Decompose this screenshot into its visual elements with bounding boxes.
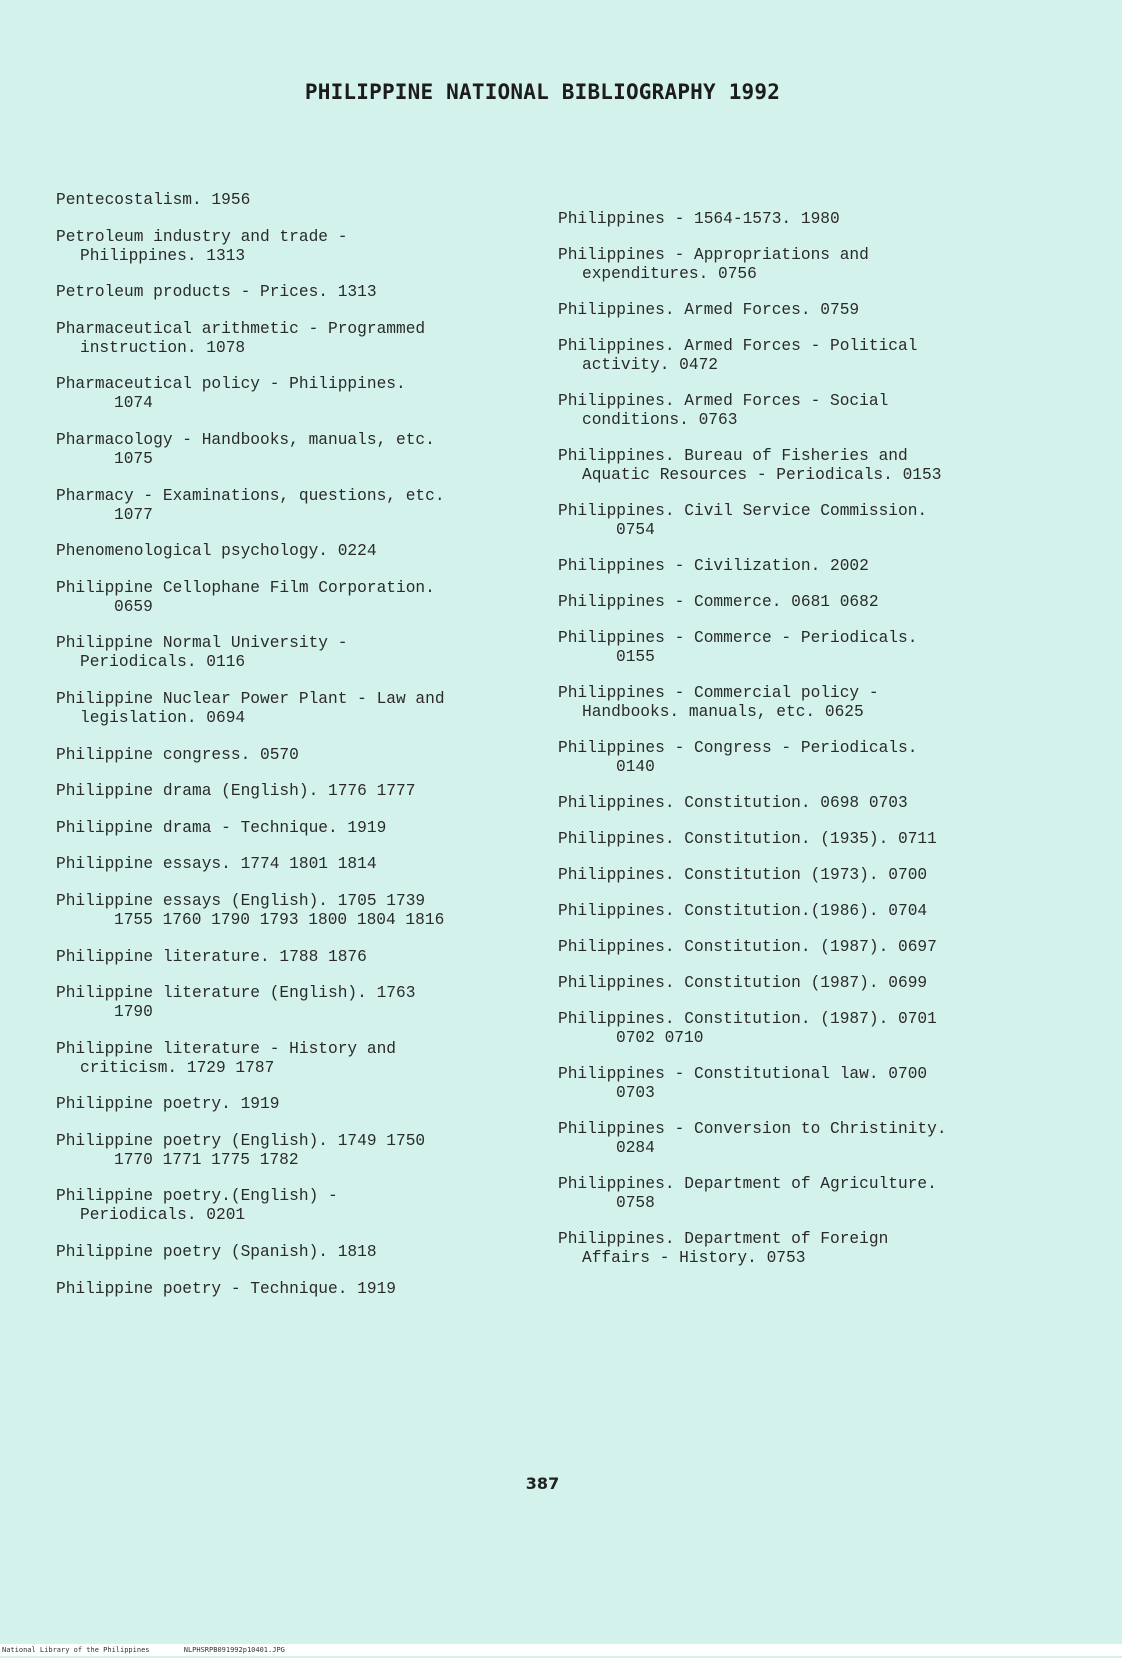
index-entry [558,684,1018,722]
entry-heading: Philippines. Constitution. (1987). 0701 [558,1010,937,1028]
index-entry [56,283,526,302]
entry-numbers: 0703 [616,1084,655,1102]
index-entry [558,739,1018,777]
index-entry [56,1040,526,1078]
index-entry [558,392,1018,430]
entry-numbers: 0659 [114,597,153,616]
index-entry [56,690,526,728]
index-entry [558,1230,1018,1268]
entry-heading: Pharmaceutical arithmetic - Programmed instruction. 1078 [56,319,426,357]
entry-numbers: 0155 [616,648,655,666]
index-entry [56,819,526,838]
entry-heading: Philippine literature (English). 1763 [56,984,416,1003]
entry-numbers: 0140 [616,758,655,776]
entry-heading: Philippines. Constitution (1973). 0700 [558,866,928,884]
entry-numbers: 1077 [114,505,153,524]
entry-heading: Philippines. Armed Forces - Social conditions. 0763 [558,392,889,429]
entry-heading: Philippines. Constitution (1987). 0699 [558,974,928,992]
entry-numbers: 0702 0710 [616,1029,704,1047]
entry-heading: Philippine Nuclear Power Plant - Law and legislation. 0694 [56,689,445,727]
index-entry [56,431,526,469]
entry-heading: Philippine poetry.(English) - Periodicals. 0201 [56,1187,338,1225]
right-column [558,210,1018,1285]
entry-heading: Philippine Cellophane Film Corporation. [56,578,435,597]
entry-heading: Philippines. Bureau of Fisheries and Aquatic Resources - Periodicals. 0153 [558,447,942,484]
footer-library: National Library of the Philippines [2,1646,150,1654]
entry-heading: Philippine poetry. 1919 [56,1095,280,1114]
entry-heading: Philippines - Congress - Periodicals. [558,739,918,757]
entry-heading: Philippines. Armed Forces - Political activity. 0472 [558,337,918,374]
entry-heading: Philippine drama (English). 1776 1777 [56,782,416,801]
index-entry [56,228,526,266]
entry-heading: Philippines - Appropriations and expenditures. 0756 [558,246,869,283]
index-entry [56,191,526,210]
entry-heading: Philippine congress. 0570 [56,745,299,764]
index-entry [558,1175,1018,1213]
index-entry [558,866,1018,885]
entry-heading: Philippine essays (English). 1705 1739 [56,891,426,910]
entry-numbers: 1074 [114,394,153,413]
entry-heading: Philippines - Commercial policy - Handbooks. manuals, etc. 0625 [558,684,879,721]
entry-numbers: 1790 [114,1003,153,1022]
index-entry [56,1280,526,1299]
entry-heading: Philippines. Civil Service Commission. [558,502,928,520]
entry-heading: Philippine literature - History and criticism. 1729 1787 [56,1039,396,1077]
entry-heading: Philippines. Department of Foreign Affairs - History. 0753 [558,1230,889,1267]
entry-heading: Philippines. Armed Forces. 0759 [558,301,860,319]
entry-heading: Philippine poetry - Technique. 1919 [56,1279,396,1298]
index-entry [56,782,526,801]
entry-heading: Philippines - Constitutional law. 0700 [558,1065,928,1083]
index-entry [56,892,526,930]
entry-heading: Philippines. Constitution. (1987). 0697 [558,938,937,956]
entry-heading: Philippines - Commerce - Periodicals. [558,629,918,647]
entry-numbers: 0758 [616,1194,655,1212]
entry-heading: Philippine literature. 1788 1876 [56,947,367,966]
index-entry [558,629,1018,667]
entry-numbers: 0284 [616,1139,655,1157]
page-number: 387 [525,1474,560,1493]
index-entry [558,557,1018,576]
index-entry [56,375,526,413]
entry-heading: Philippines - Conversion to Christinity. [558,1120,947,1138]
index-entry [56,579,526,617]
entry-numbers: 0754 [616,521,655,539]
entry-heading: Philippines. Constitution. 0698 0703 [558,794,908,812]
index-entry [558,447,1018,485]
entry-heading: Philippines. Constitution.(1986). 0704 [558,902,928,920]
entry-heading: Philippines - 1564-1573. 1980 [558,210,840,228]
left-column [56,191,526,1316]
index-entry [56,1187,526,1225]
entry-heading: Philippines. Department of Agriculture. [558,1175,937,1193]
entry-heading: Petroleum products - Prices. 1313 [56,283,377,302]
entry-heading: Pentecostalism. 1956 [56,191,251,209]
index-entry [558,246,1018,284]
index-entry [558,1010,1018,1048]
entry-heading: Petroleum industry and trade - Philippines. 1313 [56,227,348,265]
entry-heading: Philippine essays. 1774 1801 1814 [56,855,377,874]
entry-heading: Philippines. Constitution. (1935). 0711 [558,830,937,848]
footer-file: NLPHSRPB091992p10401.JPG [183,1646,285,1654]
index-entry [56,1243,526,1262]
index-entry [56,634,526,672]
entry-heading: Pharmacology - Handbooks, manuals, etc. [56,430,435,449]
index-entry [558,337,1018,375]
entry-heading: Philippine Normal University - Periodicals. 0116 [56,634,348,672]
entry-heading: Philippine poetry (English). 1749 1750 [56,1131,426,1150]
index-entry [558,794,1018,813]
index-entry [558,502,1018,540]
page-title: PHILIPPINE NATIONAL BIBLIOGRAPHY 1992 [304,80,781,104]
footer [0,1644,1122,1656]
index-entry [558,938,1018,957]
index-entry [56,1132,526,1170]
index-entry [558,902,1018,921]
entry-heading: Philippine poetry (Spanish). 1818 [56,1243,377,1262]
index-entry [56,487,526,525]
entry-heading: Pharmacy - Examinations, questions, etc. [56,486,445,505]
entry-numbers: 1755 1760 1790 1793 1800 1804 1816 [114,910,445,929]
entry-numbers: 1075 [114,449,153,468]
index-entry [56,1095,526,1114]
index-entry [558,830,1018,849]
index-entry [56,855,526,874]
index-entry [558,301,1018,320]
index-entry [56,746,526,765]
index-entry [558,210,1018,229]
entry-heading: Philippine drama - Technique. 1919 [56,818,387,837]
index-entry [558,593,1018,612]
index-entry [56,984,526,1022]
index-entry [56,320,526,358]
index-entry [56,948,526,967]
index-entry [558,1065,1018,1103]
index-entry [56,542,526,561]
entry-heading: Philippines - Civilization. 2002 [558,557,869,575]
index-entry [558,974,1018,993]
index-entry [558,1120,1018,1158]
entry-heading: Pharmaceutical policy - Philippines. [56,375,406,394]
entry-numbers: 1770 1771 1775 1782 [114,1150,299,1169]
entry-heading: Philippines - Commerce. 0681 0682 [558,593,879,611]
entry-heading: Phenomenological psychology. 0224 [56,542,377,561]
